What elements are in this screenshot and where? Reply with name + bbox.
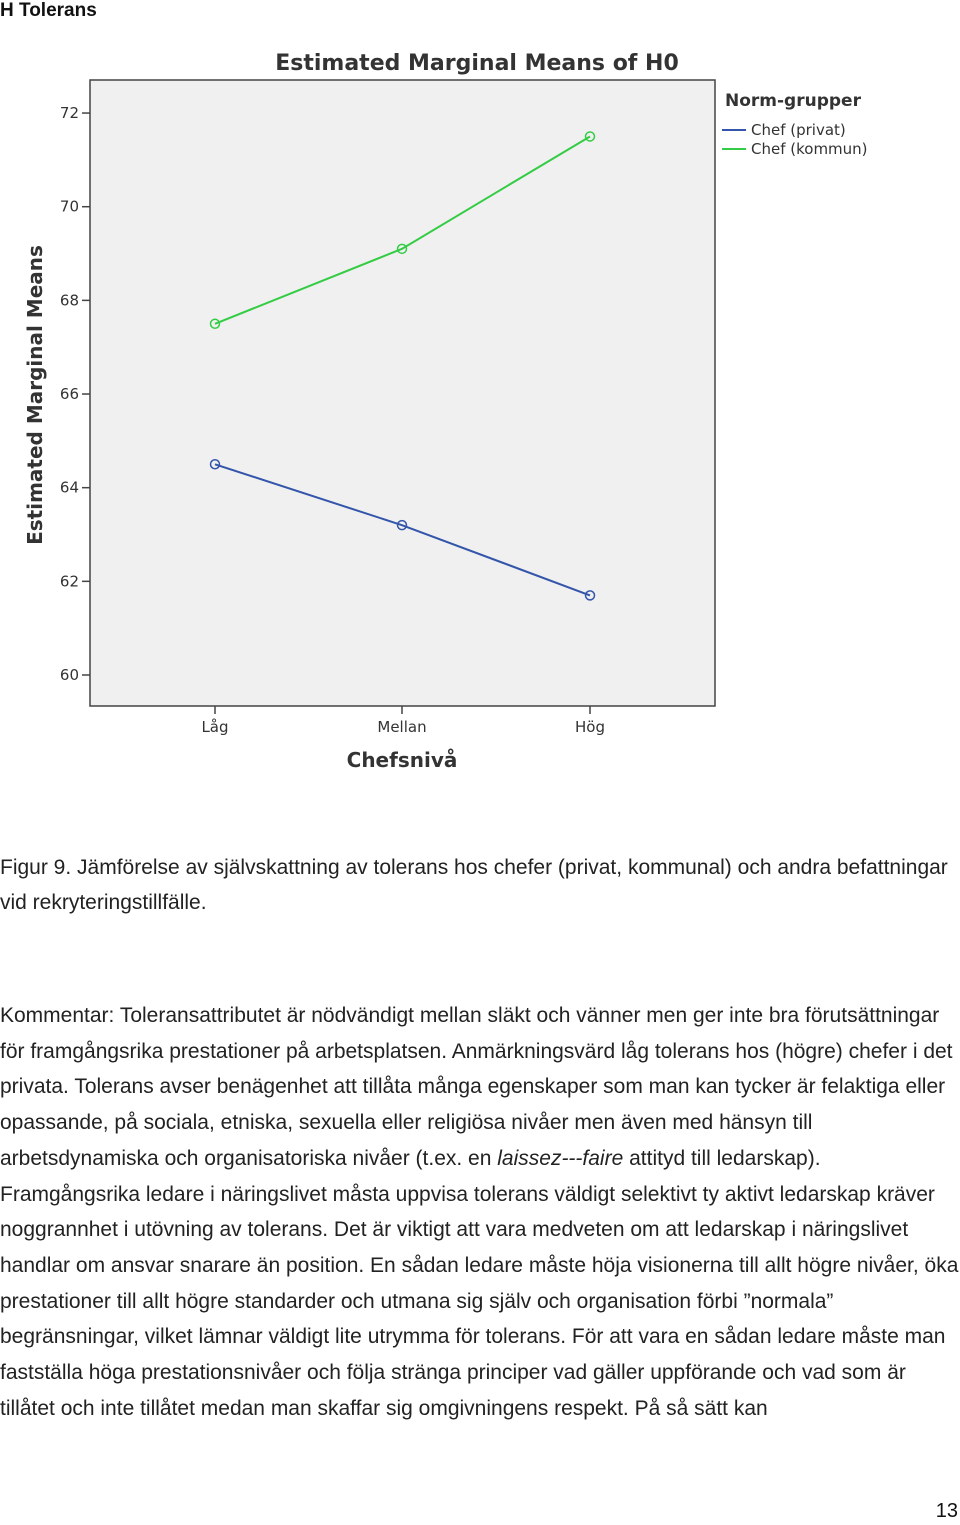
x-tick-label: Låg	[201, 718, 229, 736]
figure-caption: Figur 9. Jämförelse av självskattning av tolerans hos chefer (privat, kommunal) och andra befattningar vid rekryteringstillfälle.	[0, 856, 948, 914]
y-tick-label: 66	[59, 385, 79, 404]
body-text-italic: laissez---faire	[497, 1146, 624, 1170]
legend-label: Chef (privat)	[751, 121, 846, 139]
y-tick-label: 62	[59, 572, 79, 591]
legend-label: Chef (kommun)	[751, 140, 868, 158]
y-tick-label: 68	[59, 291, 79, 310]
legend	[722, 91, 868, 158]
line-chart	[0, 30, 960, 790]
y-axis-label: Estimated Marginal Means	[23, 245, 47, 545]
body-text-part2: attityd till ledarskap). Framgångsrika ledare i näringslivet måsta uppvisa tolerans väldigt selektivt ty aktivt ledarskap kräver noggrannhet i utövning av tolerans. Det är viktigt att vara medveten om att ledarskap i näringslivet handlar om ansvar snarare än position. En sådan ledare måste höja visionerna till allt högre nivåer, öka prestationer till allt högre standarder och utmana sig själv och organisation förbi ”normala” begränsningar, vilket lämnar väldigt lite utrymma för tolerans. För att vara en sådan ledare måste man fastställa höga prestationsnivåer och följa stränga principer vad gäller uppförande och vad som är tillåtet och inte tillåtet medan man skaffar sig omgivningens respekt. På så sätt kan	[0, 1146, 959, 1420]
chart-title: Estimated Marginal Means of H0	[275, 51, 679, 76]
body-text-part1: Kommentar: Toleransattributet är nödvändigt mellan släkt och vänner men ger inte bra förutsättningar för framgångsrika prestationer på arbetsplatsen. Anmärkningsvärd låg tolerans hos (högre) chefer i det privata. Tolerans avser benägenhet att tillåta många egenskaper som man kan tycker är felaktiga eller opassande, på sociala, etniska, sexuella eller religiösa nivåer men även med hänsyn till arbetsdynamiska och organisatoriska nivåer (t.ex. en	[0, 1004, 953, 1170]
body-paragraph	[0, 998, 960, 1426]
chart	[0, 30, 960, 790]
x-axis	[201, 706, 605, 736]
x-tick-label: Hög	[575, 718, 605, 736]
legend-title: Norm-grupper	[725, 91, 861, 111]
x-axis-label: Chefsnivå	[346, 748, 458, 772]
page-number: 13	[935, 1500, 958, 1522]
x-tick-label: Mellan	[377, 718, 427, 736]
y-tick-label: 72	[59, 104, 79, 123]
y-axis	[60, 104, 90, 684]
section-heading: H Tolerans	[0, 0, 97, 21]
plot-area	[90, 80, 715, 706]
y-tick-label: 70	[59, 197, 79, 216]
y-tick-label: 60	[59, 666, 79, 684]
y-tick-label: 64	[59, 478, 79, 497]
